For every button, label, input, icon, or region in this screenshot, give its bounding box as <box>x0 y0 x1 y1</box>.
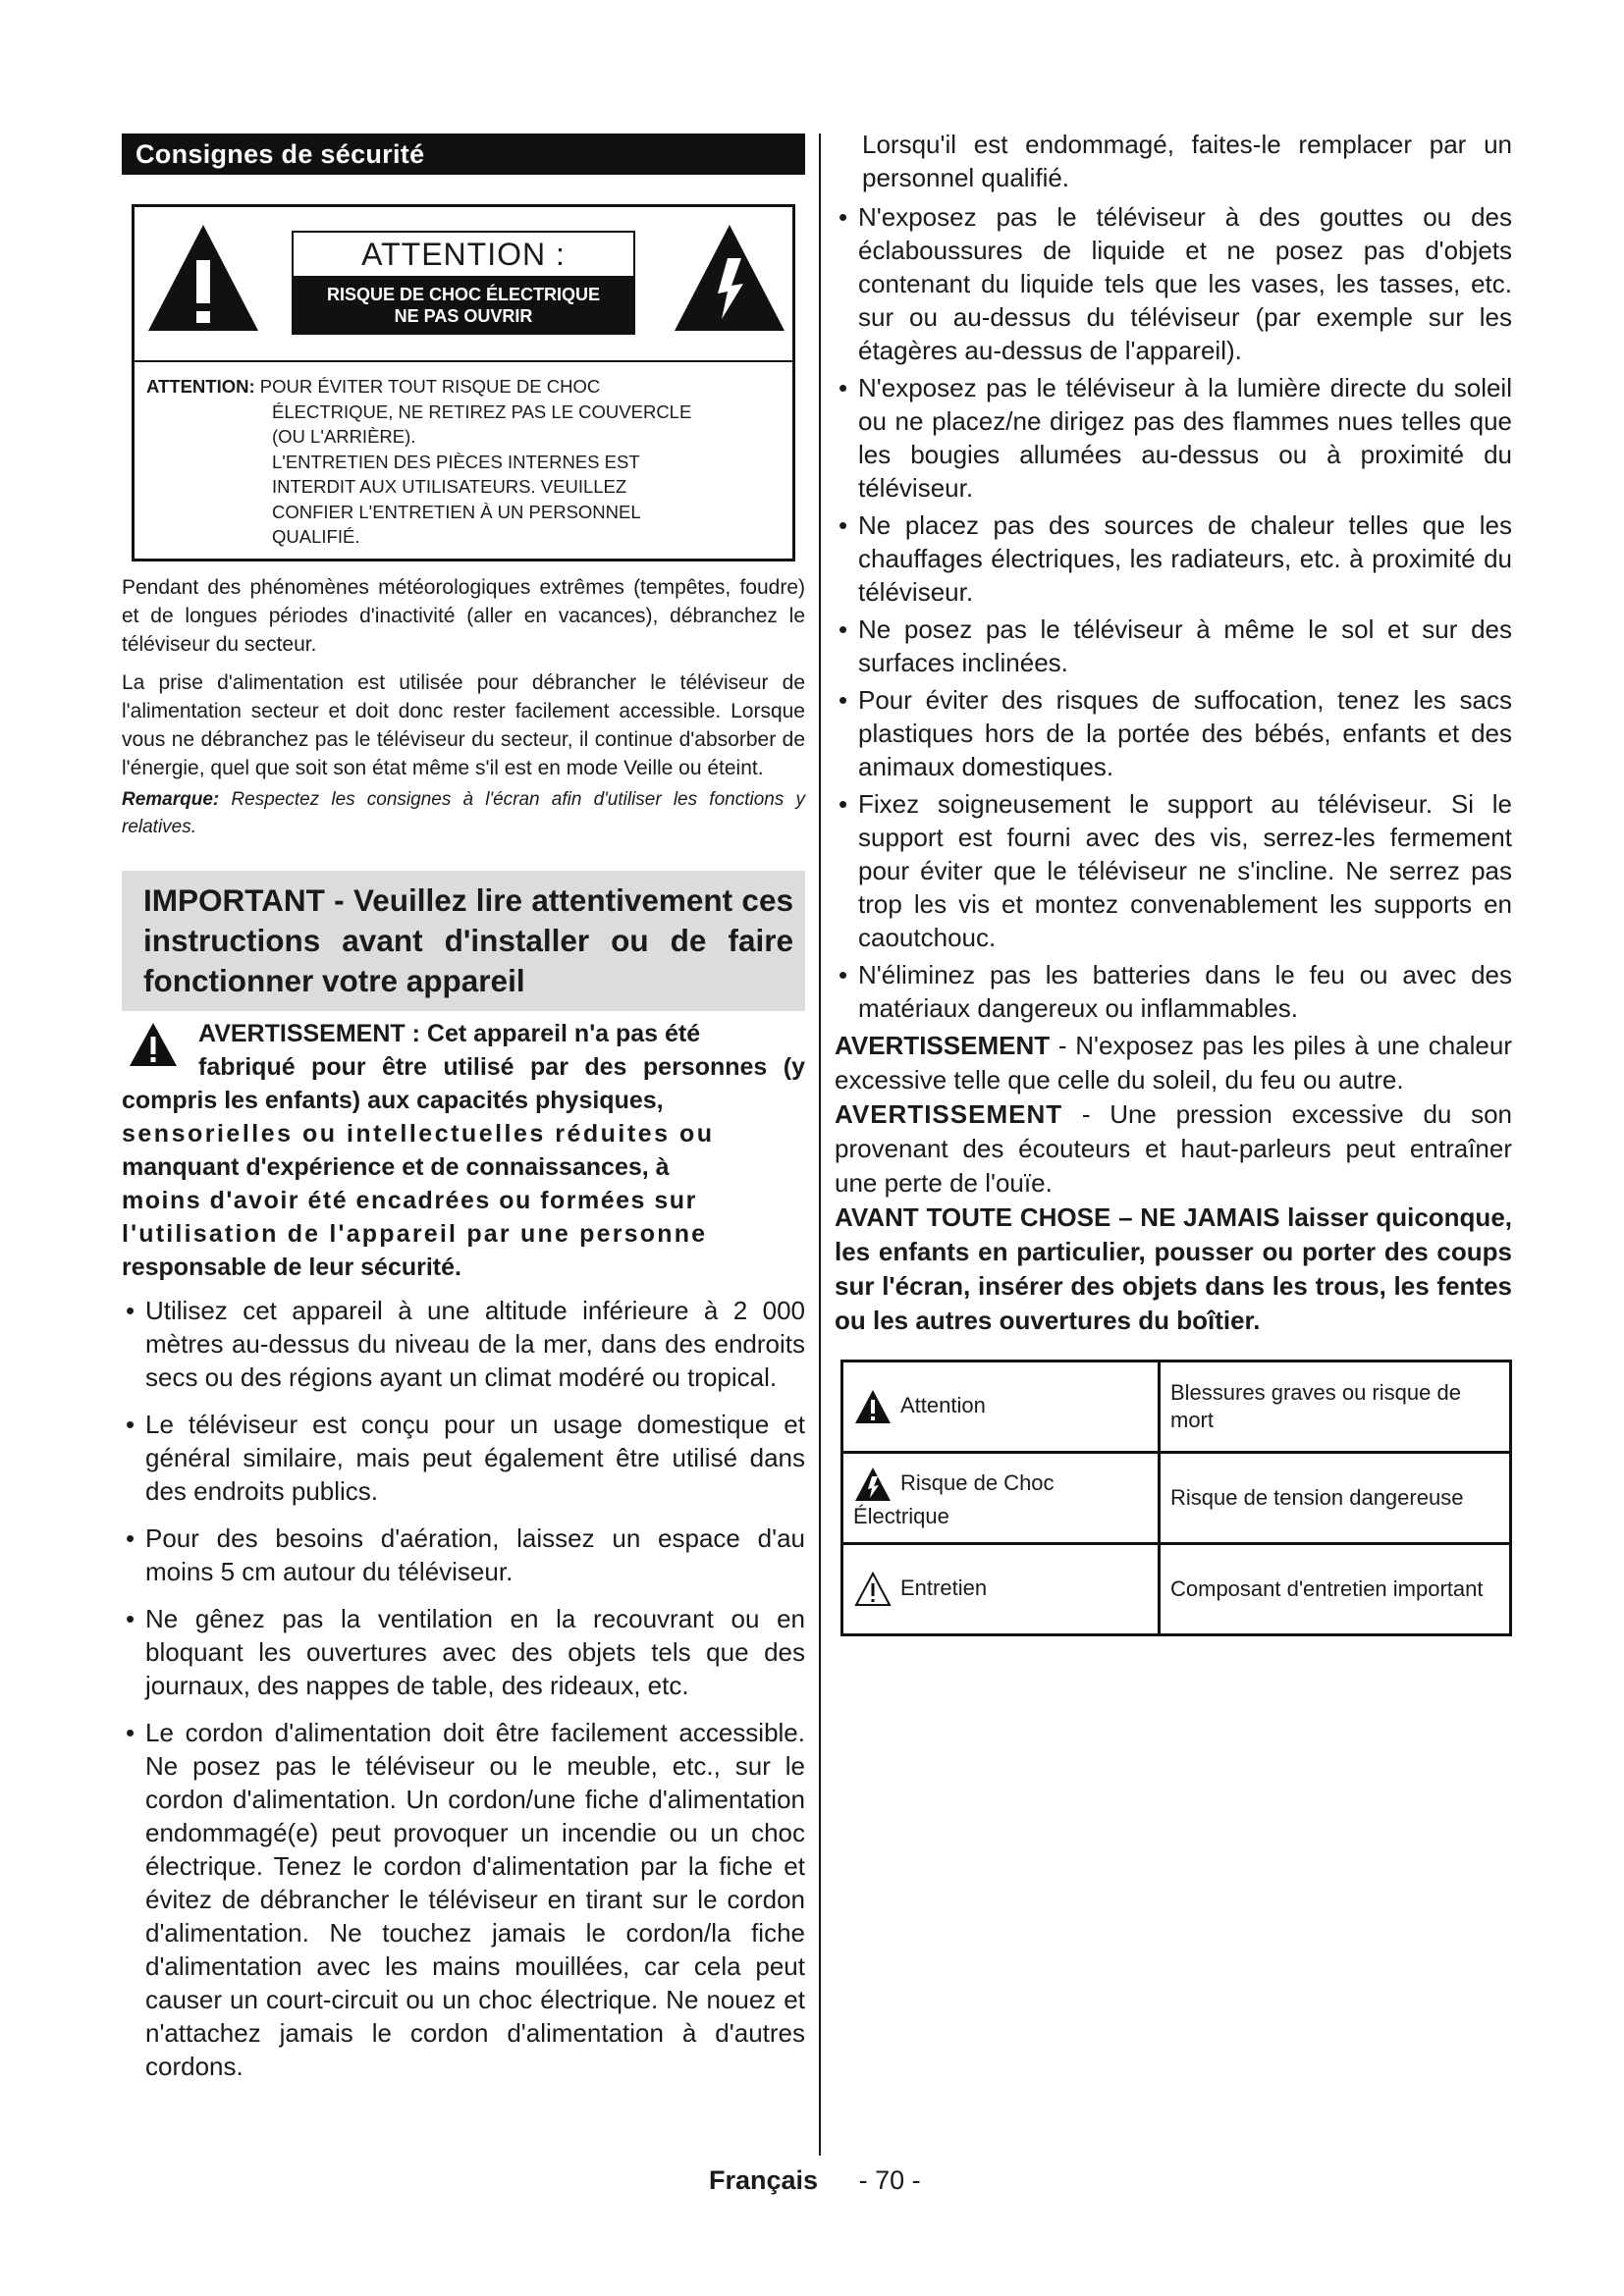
note-label: Remarque: <box>122 789 220 810</box>
warning-triangle-icon <box>853 1388 893 1425</box>
table-row <box>842 1453 1511 1544</box>
sound-warning-text: - Une pression excessive du son provenant des écouteurs et haut-parleurs peut entraîner une perte de l'ouïe. <box>835 1099 1512 1198</box>
attention-subtext <box>292 276 635 335</box>
note-paragraph <box>122 786 805 841</box>
warning-body-line: L'ENTRETIEN DES PIÈCES INTERNES EST <box>272 451 640 472</box>
warning-body-line: CONFIER L'ENTRETIEN À UN PERSONNEL <box>272 501 641 522</box>
warning-body-line: QUALIFIÉ. <box>272 526 360 547</box>
list-item: • Ne placez pas des sources de chaleur telles que les chauffages électriques, les radiateurs, etc. à proximité du téléviseur. <box>835 508 1512 609</box>
warning-body-line: ÉLECTRIQUE, NE RETIREZ PAS LE COUVERCLE <box>272 400 692 422</box>
note-text: Respectez les consignes à l'écran afin d'utiliser les fonctions y relatives. <box>122 789 805 837</box>
legend-symbol-cell <box>842 1453 1160 1544</box>
table-row <box>842 1544 1511 1635</box>
table-row <box>842 1362 1511 1453</box>
warning-label-body <box>146 374 783 550</box>
exclamation-triangle-icon <box>144 219 262 337</box>
legend-label-line2: Électrique <box>853 1504 949 1528</box>
battery-warning-label: AVERTISSEMENT <box>835 1031 1051 1060</box>
warning-body-lead: ATTENTION: <box>146 376 255 397</box>
symbol-legend-table <box>840 1360 1512 1636</box>
section-title: Consignes de sécurité <box>122 133 805 175</box>
list-item: • Utilisez cet appareil à une altitude inférieure à 2 000 mètres au-dessus du niveau de la mer, dans des endroits secs ou des régions ayant un climat modéré ou tropical. <box>122 1294 805 1394</box>
page-footer <box>709 2165 921 2196</box>
sound-warning-label: AVERTISSEMENT <box>835 1099 1063 1129</box>
battery-warning <box>835 1029 1512 1097</box>
main-warning-line: fabriqué pour être utilisé par des personnes (y compris les enfants) aux capacités physiques, <box>122 1053 805 1114</box>
plug-paragraph: La prise d'alimentation est utilisée pour débrancher le téléviseur de l'alimentation secteur et doit donc rester facilement accessible. Lorsque vous ne débranchez pas le téléviseur du secteur, il continue d'absorber de l'énergie, quel que soit son état même s'il est en mode Veille ou éteint. <box>122 671 805 779</box>
attention-panel <box>292 231 635 352</box>
never-let-warning: AVANT TOUTE CHOSE – NE JAMAIS laisser quiconque, les enfants en particulier, pousser ou porter des coups sur l'écran, insérer des objets dans les trous, les fentes ou les autres ouvertures du boîtier. <box>835 1202 1512 1335</box>
continued-paragraph: Lorsqu'il est endommagé, faites-le remplacer par un personnel qualifié. <box>862 130 1512 192</box>
legend-description: Blessures graves ou risque de mort <box>1160 1362 1511 1453</box>
list-item: • N'éliminez pas les batteries dans le feu ou avec des matériaux dangereux ou inflammables. <box>835 958 1512 1025</box>
column-divider <box>819 133 821 2156</box>
warning-body-line: INTERDIT AUX UTILISATEURS. VEUILLEZ <box>272 476 627 497</box>
list-item: • N'exposez pas le téléviseur à la lumière directe du soleil ou ne placez/ne dirigez pas des flammes nues telles que les bougies allumées au-dessus ou à proximité du téléviseur. <box>835 371 1512 505</box>
list-item: • Le téléviseur est conçu pour un usage domestique et général similaire, mais peut également être utilisé dans des endroits publics. <box>122 1408 805 1508</box>
main-warning-line: AVERTISSEMENT : Cet appareil n'a pas été <box>198 1020 701 1047</box>
warning-body-line: POUR ÉVITER TOUT RISQUE DE CHOC <box>259 376 601 397</box>
main-warning-line: sensorielles ou intellectuelles réduites ou <box>122 1120 715 1148</box>
warning-body-line: (OU L'ARRIÈRE). <box>272 426 416 447</box>
maintenance-triangle-icon <box>853 1571 893 1608</box>
main-warning <box>122 1017 805 1284</box>
list-item: • Le cordon d'alimentation doit être facilement accessible. Ne posez pas le téléviseur ou le meuble, etc., sur le cordon d'alimentation. Un cordon/une fiche d'alimentation endommagé(e) peut provoquer un incendie ou un choc électrique. Tenez le cordon d'alimentation par la fiche et évitez de débrancher le téléviseur en tirant sur le cordon d'alimentation. Ne touchez jamais le cordon/la fiche d'alimentation avec les mains mouillées, car cela peut causer un court-circuit ou un choc électrique. Ne nouez et n'attachez jamais le cordon d'alimentation à d'autres cordons. <box>122 1716 805 2083</box>
right-bullet-list <box>835 200 1512 1025</box>
main-warning-line: manquant d'expérience et de connaissances, à <box>122 1153 670 1181</box>
left-bullet-list <box>122 1294 805 2083</box>
weather-paragraph: Pendant des phénomènes météorologiques extrêmes (tempêtes, foudre) et de longues périodes d'inactivité (aller en vacances), débranchez le téléviseur du secteur. <box>122 576 805 656</box>
important-banner: IMPORTANT - Veuillez lire attentivement ces instructions avant d'installer ou de faire fonctionner votre appareil <box>122 871 805 1011</box>
electric-warning-label <box>132 204 795 561</box>
legend-label: Entretien <box>900 1575 988 1600</box>
list-item: • Ne gênez pas la ventilation en la recouvrant ou en bloquant les ouvertures avec des objets tels que des journaux, des nappes de table, des rideaux, etc. <box>122 1602 805 1702</box>
shock-risk-text: RISQUE DE CHOC ÉLECTRIQUE <box>326 285 601 304</box>
main-warning-line: moins d'avoir été encadrées ou formées sur <box>122 1187 697 1214</box>
list-item: • N'exposez pas le téléviseur à des gouttes ou des éclaboussures de liquide et ne posez pas d'objets contenant du liquide tels que les vases, les tasses, etc. sur ou au-dessus du téléviseur (par exemple sur les étagères au-dessus de l'appareil). <box>835 200 1512 367</box>
legend-symbol-cell <box>842 1544 1160 1635</box>
legend-description: Risque de tension dangereuse <box>1160 1453 1511 1544</box>
right-column <box>835 128 1512 1636</box>
page-number: - 70 - <box>858 2165 921 2195</box>
sound-warning <box>835 1097 1512 1201</box>
list-item: • Fixez soigneusement le support au téléviseur. Si le support est fourni avec des vis, serrez-les fermement pour éviter que le téléviseur ne s'incline. Ne serrez pas trop les vis et montez convenablement les supports en caoutchouc. <box>835 787 1512 954</box>
electric-shock-icon <box>853 1466 893 1503</box>
attention-title: ATTENTION : <box>292 231 635 276</box>
main-warning-line: l'utilisation de l'appareil par une personne <box>122 1220 708 1248</box>
footer-language: Français <box>709 2165 819 2195</box>
left-column <box>122 133 805 2097</box>
legend-description: Composant d'entretien important <box>1160 1544 1511 1635</box>
list-item: • Ne posez pas le téléviseur à même le sol et sur des surfaces inclinées. <box>835 613 1512 679</box>
legend-symbol-cell <box>842 1362 1160 1453</box>
list-item: • Pour éviter des risques de suffocation, tenez les sacs plastiques hors de la portée des bébés, enfants et des animaux domestiques. <box>835 683 1512 783</box>
do-not-open-text: NE PAS OUVRIR <box>394 306 533 326</box>
main-warning-line: responsable de leur sécurité. <box>122 1254 461 1281</box>
list-item: • Pour des besoins d'aération, laissez un espace d'au moins 5 cm autour du téléviseur. <box>122 1522 805 1588</box>
legend-label: Attention <box>900 1392 986 1417</box>
lightning-triangle-icon <box>671 219 788 337</box>
battery-warning-text: - N'exposez pas les piles à une chaleur excessive telle que celle du soleil, du feu ou autre. <box>835 1031 1512 1095</box>
legend-label: Risque de Choc <box>900 1469 1055 1495</box>
warning-label-header <box>135 207 792 362</box>
warning-triangle-icon <box>128 1021 179 1068</box>
